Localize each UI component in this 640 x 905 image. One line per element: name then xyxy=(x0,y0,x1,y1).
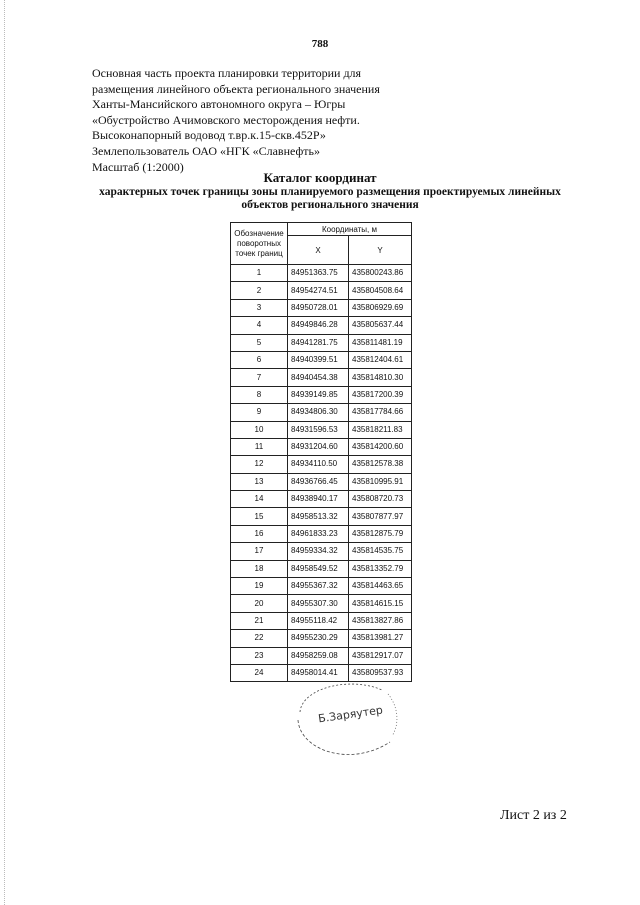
y-coordinate: 435810995.91 xyxy=(349,473,412,490)
point-number: 16 xyxy=(231,525,288,542)
table-row xyxy=(231,421,412,438)
point-number: 22 xyxy=(231,630,288,647)
table-row xyxy=(231,299,412,316)
y-coordinate: 435807877.97 xyxy=(349,508,412,525)
table-row xyxy=(231,404,412,421)
y-coordinate: 435813827.86 xyxy=(349,612,412,629)
header-line: Высоконапорный водовод т.вр.к.15-скв.452Р» xyxy=(92,128,326,143)
point-number: 24 xyxy=(231,664,288,681)
x-coordinate: 84934110.50 xyxy=(288,456,349,473)
table-row xyxy=(231,317,412,334)
table-row xyxy=(231,334,412,351)
point-number: 2 xyxy=(231,282,288,299)
header-line: размещения линейного объекта регионального значения xyxy=(92,81,380,96)
table-row xyxy=(231,543,412,560)
stamp-text: Б.Заряутер xyxy=(317,703,384,726)
x-coordinate: 84955367.32 xyxy=(288,578,349,595)
y-coordinate: 435817784.66 xyxy=(349,404,412,421)
header-line: Землепользователь ОАО «НГК «Славнефть» xyxy=(92,143,320,158)
x-coordinate: 84955307.30 xyxy=(288,595,349,612)
point-number: 4 xyxy=(231,317,288,334)
table-row xyxy=(231,386,412,403)
point-number: 14 xyxy=(231,491,288,508)
header-line: Ханты-Мансийского автономного округа – Югры xyxy=(92,97,346,112)
y-coordinate: 435805637.44 xyxy=(349,317,412,334)
catalog-subtitle-line: характерных точек границы зоны планируемого размещения проектируемых линейных xyxy=(99,186,561,198)
point-number: 12 xyxy=(231,456,288,473)
x-coordinate: 84959334.32 xyxy=(288,543,349,560)
y-coordinate: 435818211.83 xyxy=(349,421,412,438)
table-row xyxy=(231,369,412,386)
x-coordinate: 84936766.45 xyxy=(288,473,349,490)
table-row xyxy=(231,508,412,525)
y-coordinate: 435817200.39 xyxy=(349,386,412,403)
point-number: 10 xyxy=(231,421,288,438)
x-coordinate: 84940399.51 xyxy=(288,351,349,368)
point-number: 3 xyxy=(231,299,288,316)
point-number: 5 xyxy=(231,334,288,351)
y-coordinate: 435812578.38 xyxy=(349,456,412,473)
point-number: 19 xyxy=(231,578,288,595)
x-coordinate: 84961833.23 xyxy=(288,525,349,542)
x-coordinate: 84954274.51 xyxy=(288,282,349,299)
x-coordinate: 84958513.32 xyxy=(288,508,349,525)
header-line: «Обустройство Ачимовского месторождения нефти. xyxy=(92,112,360,127)
coords-header: Координаты, м xyxy=(288,223,412,236)
point-number: 21 xyxy=(231,612,288,629)
x-coordinate: 84955118.42 xyxy=(288,612,349,629)
x-coordinate: 84931596.53 xyxy=(288,421,349,438)
table-row xyxy=(231,282,412,299)
y-coordinate: 435813981.27 xyxy=(349,630,412,647)
point-number: 9 xyxy=(231,404,288,421)
x-coordinate: 84934806.30 xyxy=(288,404,349,421)
x-header: X xyxy=(288,236,349,265)
x-coordinate: 84940454.38 xyxy=(288,369,349,386)
y-coordinate: 435814535.75 xyxy=(349,543,412,560)
stamp-seal xyxy=(290,670,410,770)
y-coordinate: 435809537.93 xyxy=(349,664,412,681)
table-row xyxy=(231,578,412,595)
point-number: 1 xyxy=(231,265,288,282)
point-number: 8 xyxy=(231,386,288,403)
y-coordinate: 435806929.69 xyxy=(349,299,412,316)
x-coordinate: 84941281.75 xyxy=(288,334,349,351)
y-coordinate: 435814615.15 xyxy=(349,595,412,612)
x-coordinate: 84958259.08 xyxy=(288,647,349,664)
table-row xyxy=(231,630,412,647)
x-coordinate: 84951363.75 xyxy=(288,265,349,282)
point-number: 20 xyxy=(231,595,288,612)
y-coordinate: 435814463.65 xyxy=(349,578,412,595)
sheet-label: Лист 2 из 2 xyxy=(500,808,567,823)
page-number: 788 xyxy=(311,38,329,50)
x-coordinate: 84958549.52 xyxy=(288,560,349,577)
x-coordinate: 84939149.85 xyxy=(288,386,349,403)
x-coordinate: 84955230.29 xyxy=(288,630,349,647)
table-row xyxy=(231,525,412,542)
coordinates-table xyxy=(230,222,412,682)
point-number: 13 xyxy=(231,473,288,490)
table-body xyxy=(231,265,412,682)
y-coordinate: 435813352.79 xyxy=(349,560,412,577)
x-coordinate: 84931204.60 xyxy=(288,438,349,455)
header-line: Основная часть проекта планировки территории для xyxy=(92,66,362,80)
header-line: Масштаб (1:2000) xyxy=(92,159,184,174)
table-row xyxy=(231,647,412,664)
point-number: 17 xyxy=(231,543,288,560)
catalog-subtitle-line: объектов регионального значения xyxy=(241,199,419,211)
point-header: Обозначение поворотных точек границ xyxy=(231,223,288,265)
y-coordinate: 435811481.19 xyxy=(349,334,412,351)
table-row xyxy=(231,438,412,455)
table-row xyxy=(231,560,412,577)
x-coordinate: 84950728.01 xyxy=(288,299,349,316)
page-edge xyxy=(4,0,6,905)
point-number: 6 xyxy=(231,351,288,368)
project-header xyxy=(92,66,472,175)
x-coordinate: 84949846.28 xyxy=(288,317,349,334)
point-number: 23 xyxy=(231,647,288,664)
y-coordinate: 435812875.79 xyxy=(349,525,412,542)
table-row xyxy=(231,491,412,508)
x-coordinate: 84938940.17 xyxy=(288,491,349,508)
y-header: Y xyxy=(349,236,412,265)
x-coordinate: 84958014.41 xyxy=(288,664,349,681)
table-row xyxy=(231,612,412,629)
y-coordinate: 435808720.73 xyxy=(349,491,412,508)
y-coordinate: 435812404.61 xyxy=(349,351,412,368)
catalog-subtitle xyxy=(80,186,580,212)
y-coordinate: 435814810.30 xyxy=(349,369,412,386)
table-row xyxy=(231,473,412,490)
point-number: 11 xyxy=(231,438,288,455)
point-number: 15 xyxy=(231,508,288,525)
y-coordinate: 435804508.64 xyxy=(349,282,412,299)
table-row xyxy=(231,456,412,473)
y-coordinate: 435812917.07 xyxy=(349,647,412,664)
catalog-title: Каталог координат xyxy=(263,170,377,185)
table-row xyxy=(231,351,412,368)
y-coordinate: 435814200.60 xyxy=(349,438,412,455)
table-row xyxy=(231,265,412,282)
y-coordinate: 435800243.86 xyxy=(349,265,412,282)
point-number: 18 xyxy=(231,560,288,577)
point-number: 7 xyxy=(231,369,288,386)
table-row xyxy=(231,595,412,612)
